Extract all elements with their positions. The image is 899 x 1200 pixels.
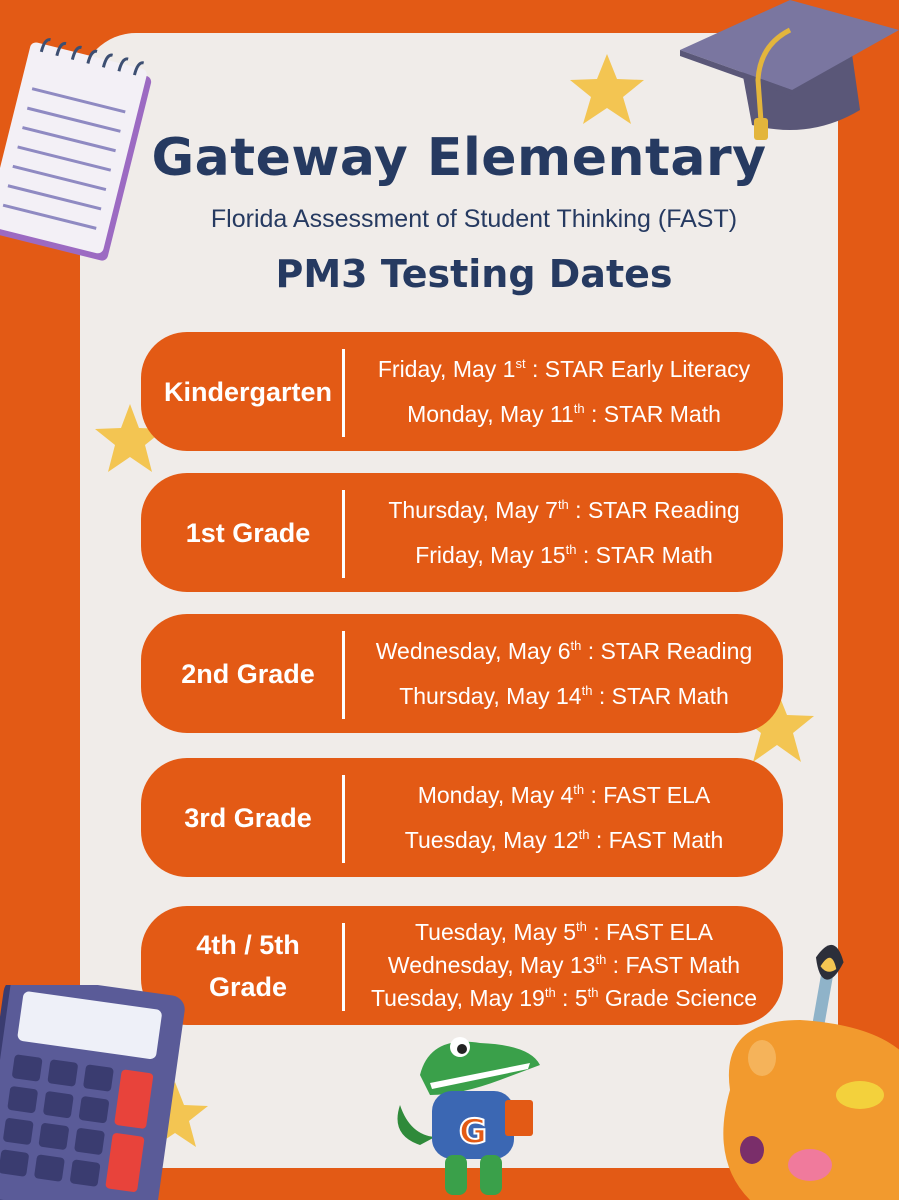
alligator-mascot-icon xyxy=(390,1025,550,1200)
schedule-row-kindergarten xyxy=(141,332,783,451)
schedule-row-2nd-grade xyxy=(141,614,783,733)
test-date-line: Thursday, May 14th : STAR Math xyxy=(399,682,729,709)
grade-label: 4th / 5th Grade xyxy=(196,929,300,1002)
paint-palette-icon xyxy=(710,940,899,1200)
divider xyxy=(342,490,345,578)
school-title: Gateway Elementary xyxy=(151,128,767,188)
divider xyxy=(342,923,345,1011)
divider xyxy=(342,631,345,719)
test-date-line: Thursday, May 7th : STAR Reading xyxy=(388,496,740,523)
schedule-row-1st-grade xyxy=(141,473,783,592)
test-dates xyxy=(347,758,781,877)
grade-label: 3rd Grade xyxy=(184,802,312,833)
grade-label: 1st Grade xyxy=(185,517,311,548)
test-dates xyxy=(347,332,781,451)
test-dates xyxy=(347,614,781,733)
test-date-line: Friday, May 1st : STAR Early Literacy xyxy=(377,355,751,382)
test-date-line: Monday, May 4th : FAST ELA xyxy=(417,781,711,808)
test-date-line: Friday, May 15th : STAR Math xyxy=(415,541,713,568)
test-date-line: Wednesday, May 13th : FAST Math xyxy=(387,952,741,978)
test-date-line: Monday, May 11th : STAR Math xyxy=(407,400,721,427)
graduation-cap-icon xyxy=(680,0,899,145)
grade-label: 2nd Grade xyxy=(181,658,315,689)
schedule-row-3rd-grade xyxy=(141,758,783,877)
testing-dates-heading: PM3 Testing Dates xyxy=(275,252,673,296)
test-dates xyxy=(347,473,781,592)
star-icon xyxy=(568,52,646,126)
test-date-line: Tuesday, May 5th : FAST ELA xyxy=(414,919,714,945)
test-date-line: Tuesday, May 19th : 5th Grade Science xyxy=(370,985,758,1011)
calculator-icon xyxy=(0,985,185,1200)
assessment-subtitle: Florida Assessment of Student Thinking (FAST) xyxy=(210,205,738,233)
test-date-line: Wednesday, May 6th : STAR Reading xyxy=(375,637,753,664)
divider xyxy=(342,775,345,863)
mascot-letter: G xyxy=(459,1112,487,1152)
schedule-row-4th-5th-grade xyxy=(141,906,783,1025)
test-date-line: Tuesday, May 12th : FAST Math xyxy=(404,826,724,853)
divider xyxy=(342,349,345,437)
grade-label: Kindergarten xyxy=(163,376,333,407)
